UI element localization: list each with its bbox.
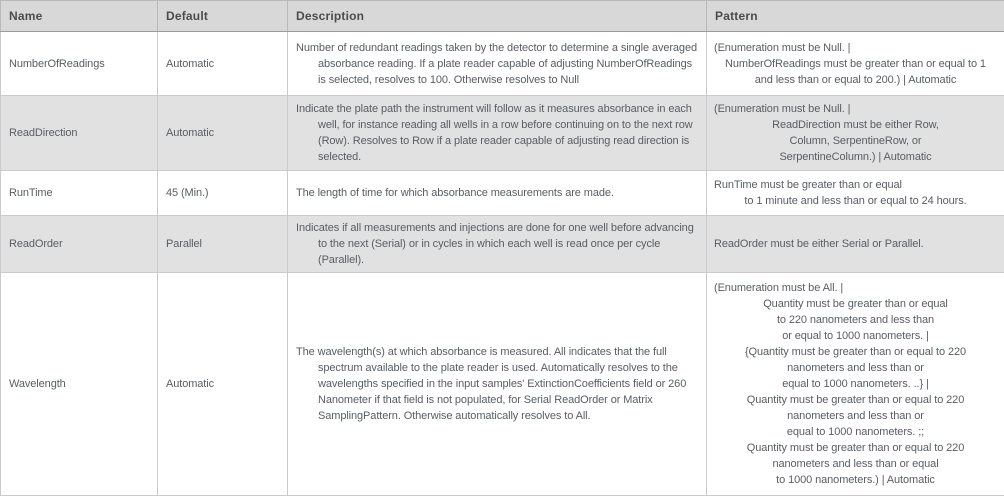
pattern-line: nanometers and less than or (714, 360, 997, 376)
table-row (1, 273, 1004, 496)
option-description-text: The length of time for which absorbance measurements are made. (296, 185, 698, 201)
option-name: ReadDirection (1, 96, 158, 171)
pattern-line: (Enumeration must be Null. | (714, 101, 997, 117)
pattern-line: Quantity must be greater than or equal to 220 (714, 392, 997, 408)
option-name: RunTime (1, 171, 158, 216)
table-row (1, 216, 1004, 273)
option-description-cell (288, 96, 707, 171)
pattern-line: ReadDirection must be either Row, (714, 117, 997, 133)
option-description-text: The wavelength(s) at which absorbance is measured. All indicates that the full spectrum available to the plate reader is used. Automatically resolves to the wavelengths specified in the input samples' ExtinctionCoefficients field or 260 Nanometer if that field is not populated, for Serial ReadOrder or Matrix SamplingPattern. Otherwise automatically resolves to All. (296, 344, 698, 424)
option-pattern-cell (707, 32, 1004, 96)
pattern-line: and less than or equal to 200.) | Automatic (714, 72, 997, 88)
column-header-pattern: Pattern (707, 1, 1004, 32)
pattern-line: to 1 minute and less than or equal to 24 hours. (714, 193, 997, 209)
option-description-cell (288, 273, 707, 496)
column-header-description: Description (288, 1, 707, 32)
pattern-line: Column, SerpentineRow, or (714, 133, 997, 149)
table-row (1, 96, 1004, 171)
pattern-line: or equal to 1000 nanometers. | (714, 328, 997, 344)
option-description-cell (288, 216, 707, 273)
table-row (1, 171, 1004, 216)
option-description-cell (288, 171, 707, 216)
pattern-line: Quantity must be greater than or equal to 220 (714, 440, 997, 456)
option-pattern-cell (707, 171, 1004, 216)
column-header-default: Default (158, 1, 288, 32)
option-default-value: 45 (Min.) (158, 171, 288, 216)
option-default-value: Automatic (158, 32, 288, 96)
option-pattern-cell (707, 216, 1004, 273)
pattern-line: RunTime must be greater than or equal (714, 177, 997, 193)
pattern-line: to 220 nanometers and less than (714, 312, 997, 328)
pattern-line: nanometers and less than or (714, 408, 997, 424)
option-description-text: Indicate the plate path the instrument will follow as it measures absorbance in each well, for instance reading all wells in a row before continuing on to the next row (Row). Resolves to Row if a plate reader capable of adjusting read direction is selected. (296, 101, 698, 165)
option-default-value: Automatic (158, 96, 288, 171)
option-name: Wavelength (1, 273, 158, 496)
pattern-line: Quantity must be greater than or equal (714, 296, 997, 312)
option-default-value: Parallel (158, 216, 288, 273)
option-name: ReadOrder (1, 216, 158, 273)
pattern-line: equal to 1000 nanometers. ;; (714, 424, 997, 440)
pattern-line: equal to 1000 nanometers. ..} | (714, 376, 997, 392)
column-header-name: Name (1, 1, 158, 32)
option-description-text: Indicates if all measurements and injections are done for one well before advancing to the next (Serial) or in cycles in which each well is read once per cycle (Parallel). (296, 220, 698, 268)
pattern-line: SerpentineColumn.) | Automatic (714, 149, 997, 165)
option-description-text: Number of redundant readings taken by the detector to determine a single averaged absorbance reading. If a plate reader capable of adjusting NumberOfReadings is selected, resolves to 100. Otherwise resolves to Null (296, 40, 698, 88)
table-row (1, 32, 1004, 96)
pattern-line: (Enumeration must be Null. | (714, 40, 997, 56)
option-name: NumberOfReadings (1, 32, 158, 96)
option-default-value: Automatic (158, 273, 288, 496)
pattern-line: NumberOfReadings must be greater than or equal to 1 (714, 56, 997, 72)
pattern-line: to 1000 nanometers.) | Automatic (714, 472, 997, 488)
pattern-line: ReadOrder must be either Serial or Parallel. (714, 236, 997, 252)
pattern-line: nanometers and less than or equal (714, 456, 997, 472)
header-row (1, 1, 1004, 32)
pattern-line: {Quantity must be greater than or equal to 220 (714, 344, 997, 360)
option-description-cell (288, 32, 707, 96)
table-body (1, 32, 1004, 496)
option-pattern-cell (707, 273, 1004, 496)
table-header (1, 1, 1004, 32)
option-pattern-cell (707, 96, 1004, 171)
pattern-line: (Enumeration must be All. | (714, 280, 997, 296)
